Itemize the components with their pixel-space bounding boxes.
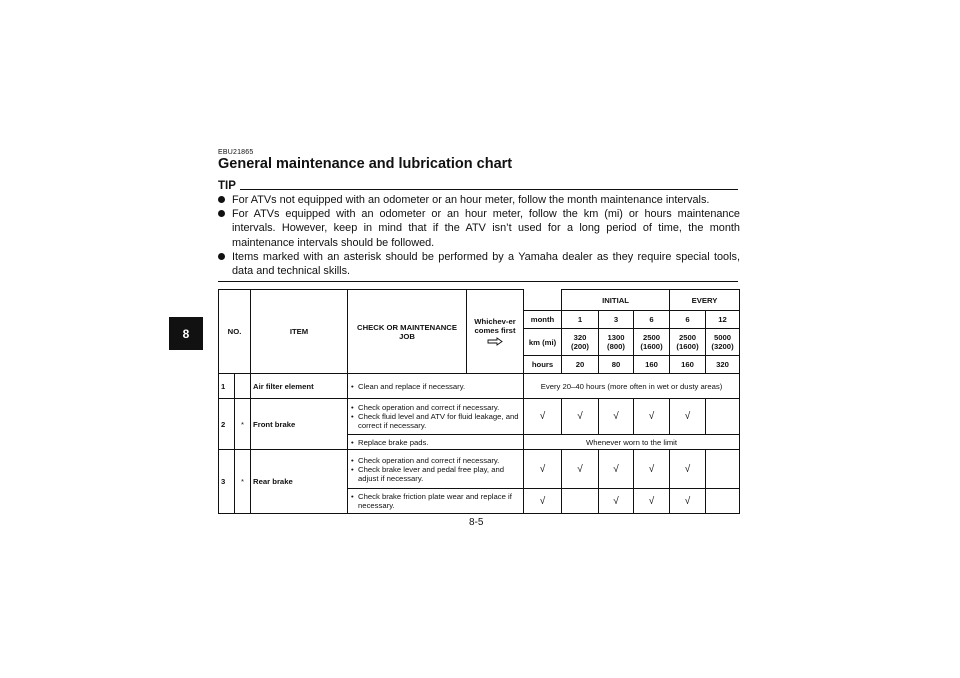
- row-item: Rear brake: [251, 450, 348, 514]
- job-line: • Replace brake pads.: [351, 438, 521, 447]
- row-no: 3: [219, 450, 235, 514]
- header-whichever: [467, 290, 524, 374]
- tip-list: [218, 193, 740, 278]
- bullet-icon: [218, 253, 225, 260]
- header-initial: INITIAL: [562, 290, 670, 311]
- table-row: [219, 450, 740, 489]
- header-every: EVERY: [670, 290, 740, 311]
- job-line: • Check fluid level and ATV for fluid leakage, and correct if necessary.: [351, 412, 521, 430]
- check-mark: √: [670, 450, 706, 489]
- month-label: month: [524, 311, 562, 329]
- check-mark: √: [562, 450, 599, 489]
- job-line: • Clean and replace if necessary.: [351, 382, 521, 391]
- table-row: [219, 374, 740, 399]
- chapter-tab: 8: [169, 317, 203, 350]
- interval-text: Whenever worn to the limit: [524, 435, 740, 450]
- check-mark: √: [599, 399, 634, 435]
- tip-item-text: For ATVs not equipped with an odometer or an hour meter, follow the month maintenance intervals.: [232, 194, 710, 206]
- check-mark: √: [599, 489, 634, 514]
- tip-item-text: For ATVs equipped with an odometer or an hour meter, follow the km (mi) or hours maintenance intervals. However, keep in mind that if the ATV isn’t used for a long period of time, the month maintenance intervals should be followed.: [232, 208, 740, 249]
- km-cell: 320 (200): [562, 329, 599, 356]
- km-label: km (mi): [524, 329, 562, 356]
- section-code: EBU21865: [218, 149, 254, 156]
- job-line: • Check operation and correct if necessary.: [351, 403, 521, 412]
- job-line: • Check brake lever and pedal free play, and adjust if necessary.: [351, 465, 521, 483]
- empty-cell: [706, 450, 740, 489]
- row-item: Air filter element: [251, 374, 348, 399]
- check-mark: √: [634, 450, 670, 489]
- month-cell: 12: [706, 311, 740, 329]
- month-cell: 1: [562, 311, 599, 329]
- whichever-text: Whichev-er comes first: [474, 317, 516, 335]
- maintenance-table: [218, 289, 740, 514]
- job-line: • Check operation and correct if necessary.: [351, 456, 521, 465]
- check-mark: √: [670, 399, 706, 435]
- interval-text: Every 20–40 hours (more often in wet or dusty areas): [524, 374, 740, 399]
- check-mark: √: [634, 489, 670, 514]
- check-mark: √: [599, 450, 634, 489]
- hours-cell: 160: [634, 356, 670, 374]
- row-mark: [235, 374, 251, 399]
- bullet-icon: [218, 196, 225, 203]
- row-job: [348, 374, 524, 399]
- check-mark: √: [524, 450, 562, 489]
- check-mark: √: [670, 489, 706, 514]
- km-cell: 2500 (1600): [634, 329, 670, 356]
- row-no: 1: [219, 374, 235, 399]
- tip-label: TIP: [218, 180, 240, 192]
- page-number: 8-5: [469, 517, 484, 528]
- header-item: ITEM: [251, 290, 348, 374]
- check-mark: [562, 489, 599, 514]
- header-job: CHECK OR MAINTENANCE JOB: [348, 290, 467, 374]
- tip-header: [218, 180, 738, 192]
- tip-item: [218, 193, 740, 207]
- tip-end-divider: [218, 281, 738, 282]
- arrow-right-icon: [487, 337, 503, 346]
- page-title: General maintenance and lubrication chart: [218, 156, 513, 172]
- empty-cell: [706, 399, 740, 435]
- job-line: • Check brake friction plate wear and replace if necessary.: [351, 492, 521, 510]
- month-cell: 6: [634, 311, 670, 329]
- check-mark: √: [524, 489, 562, 514]
- bullet-icon: [218, 210, 225, 217]
- row-job: [348, 399, 524, 435]
- check-mark: √: [634, 399, 670, 435]
- tip-divider: [218, 189, 738, 190]
- hours-cell: 160: [670, 356, 706, 374]
- tip-item: [218, 250, 740, 278]
- km-cell: 5000 (3200): [706, 329, 740, 356]
- row-no: 2: [219, 399, 235, 450]
- row-mark: *: [235, 399, 251, 450]
- row-item: Front brake: [251, 399, 348, 450]
- header-corner: [524, 290, 562, 311]
- tip-item-text: Items marked with an asterisk should be performed by a Yamaha dealer as they require special tools, data and technical skills.: [232, 250, 740, 278]
- row-job: [348, 489, 524, 514]
- month-cell: 3: [599, 311, 634, 329]
- hours-cell: 80: [599, 356, 634, 374]
- hours-cell: 320: [706, 356, 740, 374]
- hours-cell: 20: [562, 356, 599, 374]
- check-mark: √: [524, 399, 562, 435]
- empty-cell: [706, 489, 740, 514]
- check-mark: √: [562, 399, 599, 435]
- hours-label: hours: [524, 356, 562, 374]
- header-no: NO.: [219, 290, 251, 374]
- month-cell: 6: [670, 311, 706, 329]
- km-cell: 1300 (800): [599, 329, 634, 356]
- km-cell: 2500 (1600): [670, 329, 706, 356]
- tip-item: [218, 207, 740, 250]
- row-job: [348, 435, 524, 450]
- table-row: [219, 399, 740, 435]
- row-job: [348, 450, 524, 489]
- row-mark: *: [235, 450, 251, 514]
